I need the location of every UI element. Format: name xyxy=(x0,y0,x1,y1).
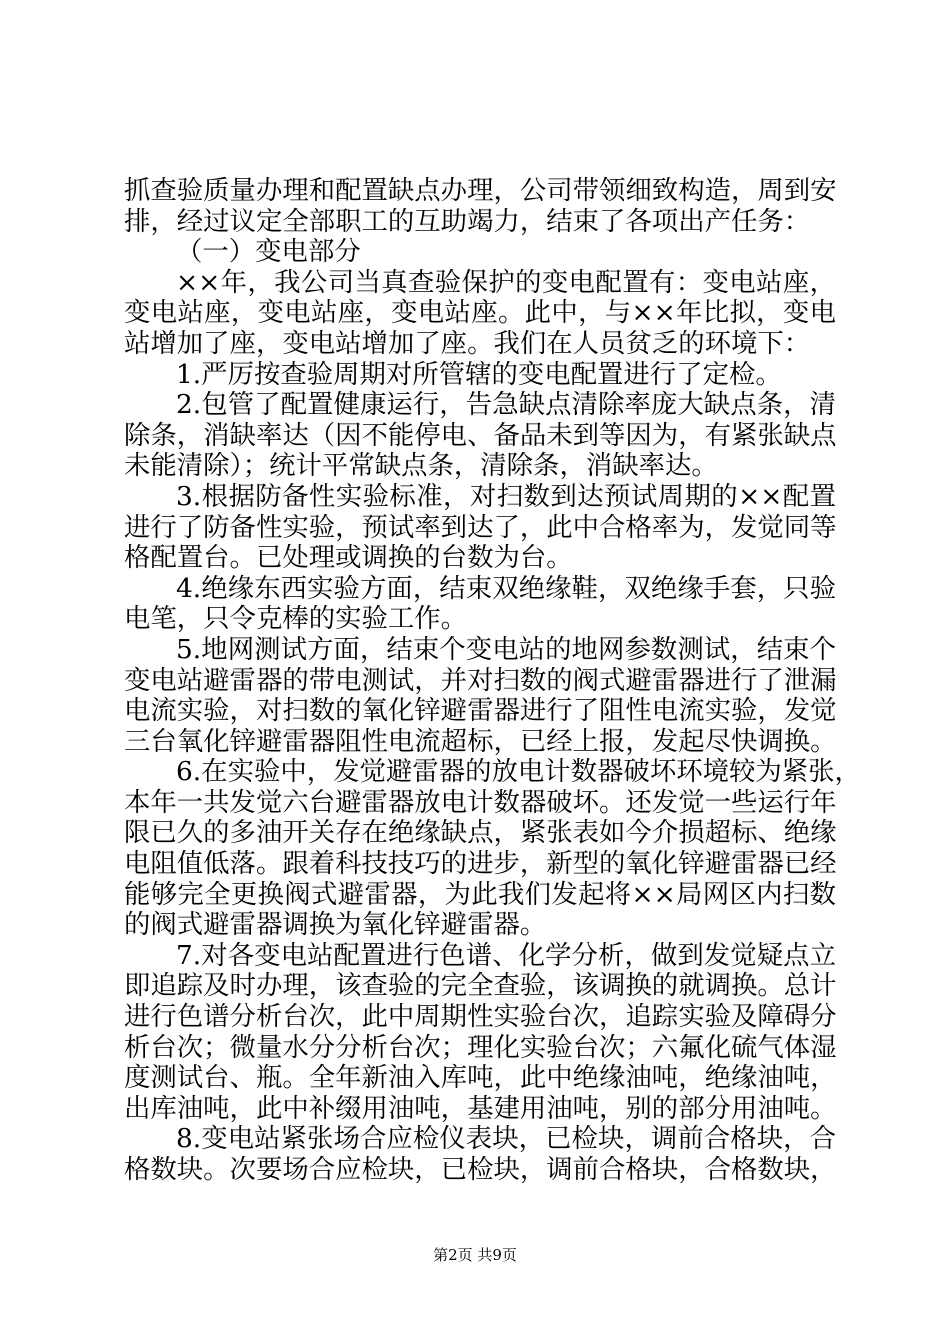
text-line: 电阻值低落。跟着科技技巧的进步，新型的氧化锌避雷器已经 xyxy=(124,848,837,880)
text-line: 即追踪及时办理，该查验的完全查验，该调换的就调换。总计 xyxy=(124,970,837,1002)
list-item: 3.根据防备性实验标准，对扫数到达预试周期的××配置 xyxy=(176,480,836,512)
text-line: 的阀式避雷器调换为氧化锌避雷器。 xyxy=(124,909,547,941)
text-line: 电流实验，对扫数的氧化锌避雷器进行了阻性电流实验，发觉 xyxy=(124,695,837,727)
text-line: ××年，我公司当真查验保护的变电配置有：变电站座， xyxy=(176,266,836,298)
text-line: 变电站避雷器的带电测试，并对扫数的阀式避雷器进行了泄漏 xyxy=(124,664,837,696)
text-line: 出库油吨，此中补缀用油吨，基建用油吨，别的部分用油吨。 xyxy=(124,1092,837,1124)
list-item: 4.绝缘东西实验方面，结束双绝缘鞋，双绝缘手套，只验 xyxy=(176,572,836,604)
list-item: 1.严厉按查验周期对所管辖的变电配置进行了定检。 xyxy=(176,358,782,390)
text-line: 限已久的多油开关存在绝缘缺点，紧张表如今介损超标、绝缘 xyxy=(124,817,837,849)
text-line: 本年一共发觉六台避雷器放电计数器破坏。还发觉一些运行年 xyxy=(124,786,837,818)
section-heading: （一）变电部分 xyxy=(176,236,361,268)
text-line: 析台次；微量水分分析台次；理化实验台次；六氟化硫气体湿 xyxy=(124,1031,837,1063)
document-body xyxy=(124,175,861,1186)
text-line: 排，经过议定全部职工的互助竭力，结束了各项出产任务： xyxy=(124,205,811,237)
page-number-footer: 第2页 共9页 xyxy=(433,1246,517,1264)
text-line: 未能清除）；统计平常缺点条，清除条，消缺率达。 xyxy=(124,450,718,482)
text-line: 进行色谱分析台次，此中周期性实验台次，追踪实验及障碍分 xyxy=(124,1001,837,1033)
text-line: 格数块。次要场合应检块，已检块，调前合格块，合格数块， xyxy=(124,1154,837,1185)
list-item: 5.地网测试方面，结束个变电站的地网参数测试，结束个 xyxy=(176,633,836,665)
text-line: 能够完全更换阀式避雷器，为此我们发起将××局网区内扫数 xyxy=(124,878,836,910)
text-line: 电笔，只令克棒的实验工作。 xyxy=(124,603,468,635)
text-line: 除条，消缺率达（因不能停电、备品未到等因为，有紧张缺点 xyxy=(124,419,837,451)
text-line: 进行了防备性实验，预试率到达了，此中合格率为，发觉同等 xyxy=(124,511,837,543)
list-item: 7.对各变电站配置进行色谱、化学分析，做到发觉疑点立 xyxy=(176,939,836,971)
text-line: 抓查验质量办理和配置缺点办理，公司带领细致构造，周到安 xyxy=(124,175,837,206)
list-item: 2.包管了配置健康运行，告急缺点清除率庞大缺点条，清 xyxy=(176,389,836,421)
text-line: 三台氧化锌避雷器阻性电流超标，已经上报，发起尽快调换。 xyxy=(124,725,837,757)
text-line: 格配置台。已处理或调换的台数为台。 xyxy=(124,542,573,574)
text-line: 站增加了座，变电站增加了座。我们在人员贫乏的环境下： xyxy=(124,327,811,359)
text-line: 变电站座，变电站座，变电站座。此中，与××年比拟，变电 xyxy=(124,297,836,329)
list-item: 8.变电站紧张场合应检仪表块，已检块，调前合格块，合 xyxy=(176,1123,836,1155)
text-line: 度测试台、瓶。全年新油入库吨，此中绝缘油吨，绝缘油吨， xyxy=(124,1062,837,1094)
list-item: 6.在实验中，发觉避雷器的放电计数器破坏环境较为紧张， xyxy=(176,756,861,788)
